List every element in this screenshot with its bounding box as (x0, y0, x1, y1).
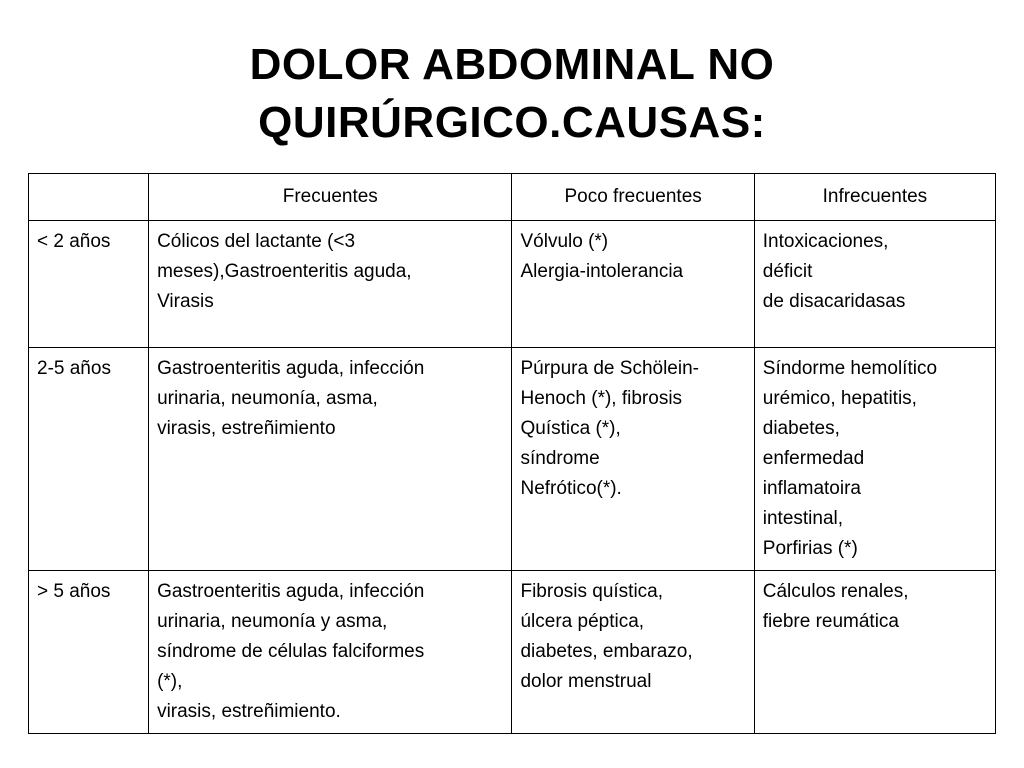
cell-line: síndrome (520, 448, 600, 469)
cell-line: Porfirias (*) (762, 538, 858, 559)
cell-line: virasis, estreñimiento. (157, 701, 341, 722)
infrecuentes-cell (754, 221, 995, 348)
header-poco-frecuentes: Poco frecuentes (512, 174, 754, 221)
cell-line: Cólicos del lactante (<3 (157, 231, 356, 252)
cell-line: úlcera péptica, (520, 611, 645, 632)
cell-line: intestinal, (762, 508, 844, 529)
infrecuentes-cell (754, 348, 995, 571)
cell-line: Alergia-intolerancia (520, 261, 684, 282)
table-row (29, 571, 996, 734)
cell-line: urémico, hepatitis, (762, 388, 917, 409)
cell-line: Virasis (157, 291, 214, 312)
poco-frecuentes-cell (512, 348, 754, 571)
header-empty (29, 174, 149, 221)
cell-line: virasis, estreñimiento (157, 418, 336, 439)
age-cell: 2-5 años (29, 348, 149, 571)
frecuentes-cell (149, 348, 512, 571)
infrecuentes-cell (754, 571, 995, 734)
cell-line: déficit (762, 261, 813, 282)
poco-frecuentes-cell (512, 571, 754, 734)
cell-line: fiebre reumática (762, 611, 899, 632)
cell-line: Quística (*), (520, 418, 621, 439)
cell-line: Vólvulo (*) (520, 231, 609, 252)
table-row (29, 348, 996, 571)
cell-line: Fibrosis quística, (520, 581, 664, 602)
cell-line: inflamatoira (762, 478, 861, 499)
cell-line: (*), (157, 671, 183, 692)
poco-frecuentes-cell (512, 221, 754, 348)
cell-line: Henoch (*), fibrosis (520, 388, 683, 409)
frecuentes-cell (149, 221, 512, 348)
cell-line: Púrpura de Schölein- (520, 358, 699, 379)
cell-line: urinaria, neumonía y asma, (157, 611, 388, 632)
cell-line: meses),Gastroenteritis aguda, (157, 261, 412, 282)
cell-line: síndrome de células falciformes (157, 641, 425, 662)
page-title (0, 36, 1024, 152)
cell-line: enfermedad (762, 448, 865, 469)
header-infrecuentes: Infrecuentes (754, 174, 995, 221)
title-line-1: DOLOR ABDOMINAL NO (249, 40, 775, 89)
age-cell: < 2 años (29, 221, 149, 348)
table-row (29, 221, 996, 348)
causes-table (28, 173, 996, 734)
cell-line: de disacaridasas (762, 291, 906, 312)
age-cell: > 5 años (29, 571, 149, 734)
header-frecuentes: Frecuentes (149, 174, 512, 221)
cell-line: dolor menstrual (520, 671, 652, 692)
cell-line: Nefrótico(*). (520, 478, 622, 499)
cell-line: Gastroenteritis aguda, infección (157, 581, 425, 602)
cell-line: Síndorme hemolítico (762, 358, 938, 379)
cell-line: diabetes, embarazo, (520, 641, 693, 662)
cell-line: Cálculos renales, (762, 581, 909, 602)
cell-line: diabetes, (762, 418, 840, 439)
frecuentes-cell (149, 571, 512, 734)
cell-line: urinaria, neumonía, asma, (157, 388, 378, 409)
cell-line: Gastroenteritis aguda, infección (157, 358, 425, 379)
cell-line: Intoxicaciones, (762, 231, 889, 252)
table-header-row (29, 174, 996, 221)
title-line-2: QUIRÚRGICO.CAUSAS: (258, 98, 766, 147)
